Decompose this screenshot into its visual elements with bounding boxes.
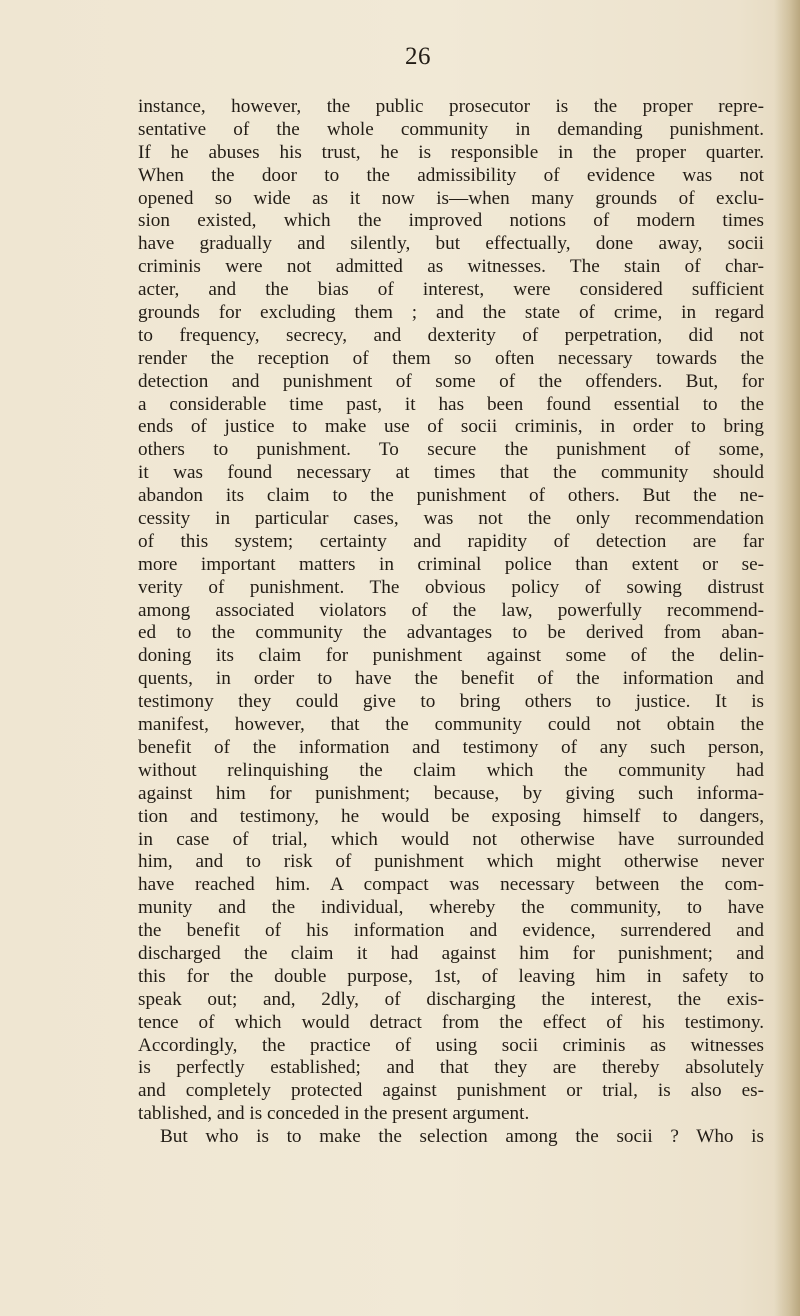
text-line: detection and punishment of some of the offenders. But, for [138, 370, 764, 392]
text-line: instance, however, the public prosecutor is the proper repre- [138, 96, 764, 117]
text-line: sentative of the whole community in demanding punishment. [138, 118, 764, 140]
text-line: Accordingly, the practice of using socii criminis as witnesses [138, 1034, 764, 1056]
page-edge-shadow [774, 0, 800, 1316]
text-line: opened so wide as it now is—when many grounds of exclu- [138, 187, 764, 209]
text-line: this for the double purpose, 1st, of leaving him in safety to [138, 965, 764, 987]
text-line: ends of justice to make use of socii criminis, in order to bring [138, 416, 764, 438]
text-line: tion and testimony, he would be exposing himself to dangers, [138, 805, 764, 827]
text-line: it was found necessary at times that the community should [138, 462, 764, 484]
text-line: have reached him. A compact was necessary between the com- [138, 874, 764, 896]
text-line: quents, in order to have the benefit of the information and [138, 668, 764, 690]
text-line: doning its claim for punishment against some of the delin- [138, 645, 764, 667]
text-line: ed to the community the advantages to be derived from aban- [138, 622, 764, 644]
text-line: testimony they could give to bring others to justice. It is [138, 691, 764, 713]
page-number: 26 [405, 43, 431, 70]
text-line: But who is to make the selection among the socii ? Who is [160, 1126, 764, 1148]
text-line: is perfectly established; and that they are thereby absolutely [138, 1057, 764, 1079]
body-text [138, 96, 764, 1149]
text-line: him, and to risk of punishment which might otherwise never [138, 851, 764, 873]
text-line: abandon its claim to the punishment of others. But the ne- [138, 485, 764, 507]
text-line: manifest, however, that the community could not obtain the [138, 714, 764, 736]
text-line: against him for punishment; because, by giving such informa- [138, 782, 764, 804]
text-line: criminis were not admitted as witnesses. The stain of char- [138, 256, 764, 278]
text-line: acter, and the bias of interest, were considered sufficient [138, 279, 764, 301]
text-line: others to punishment. To secure the punishment of some, [138, 439, 764, 461]
text-line: speak out; and, 2dly, of discharging the interest, the exis- [138, 988, 764, 1010]
text-line: more important matters in criminal police than extent or se- [138, 553, 764, 575]
text-line: in case of trial, which would not otherwise have surrounded [138, 828, 764, 850]
text-line: When the door to the admissibility of evidence was not [138, 164, 764, 186]
text-line: cessity in particular cases, was not the only recommendation [138, 508, 764, 530]
text-line: tablished, and is conceded in the present argument. [138, 1103, 530, 1125]
text-line: verity of punishment. The obvious policy of sowing distrust [138, 576, 764, 598]
text-line: tence of which would detract from the effect of his testimony. [138, 1011, 764, 1033]
text-line: to frequency, secrecy, and dexterity of perpetration, did not [138, 324, 764, 346]
text-line: benefit of the information and testimony of any such person, [138, 736, 764, 758]
text-line: of this system; certainty and rapidity of detection are far [138, 530, 764, 552]
text-line: discharged the claim it had against him for punishment; and [138, 942, 764, 964]
text-line: grounds for excluding them ; and the state of crime, in regard [138, 302, 764, 324]
text-line: If he abuses his trust, he is responsible in the proper quarter. [138, 141, 764, 163]
text-line: have gradually and silently, but effectually, done away, socii [138, 233, 764, 255]
text-line: without relinquishing the claim which the community had [138, 759, 764, 781]
text-line: and completely protected against punishment or trial, is also es- [138, 1080, 764, 1102]
text-line: munity and the individual, whereby the community, to have [138, 897, 764, 919]
text-line: render the reception of them so often necessary towards the [138, 347, 764, 369]
text-line: a considerable time past, it has been found essential to the [138, 393, 764, 415]
text-line: sion existed, which the improved notions of modern times [138, 210, 764, 232]
text-line: the benefit of his information and evidence, surrendered and [138, 920, 764, 942]
text-line: among associated violators of the law, powerfully recommend- [138, 599, 764, 621]
